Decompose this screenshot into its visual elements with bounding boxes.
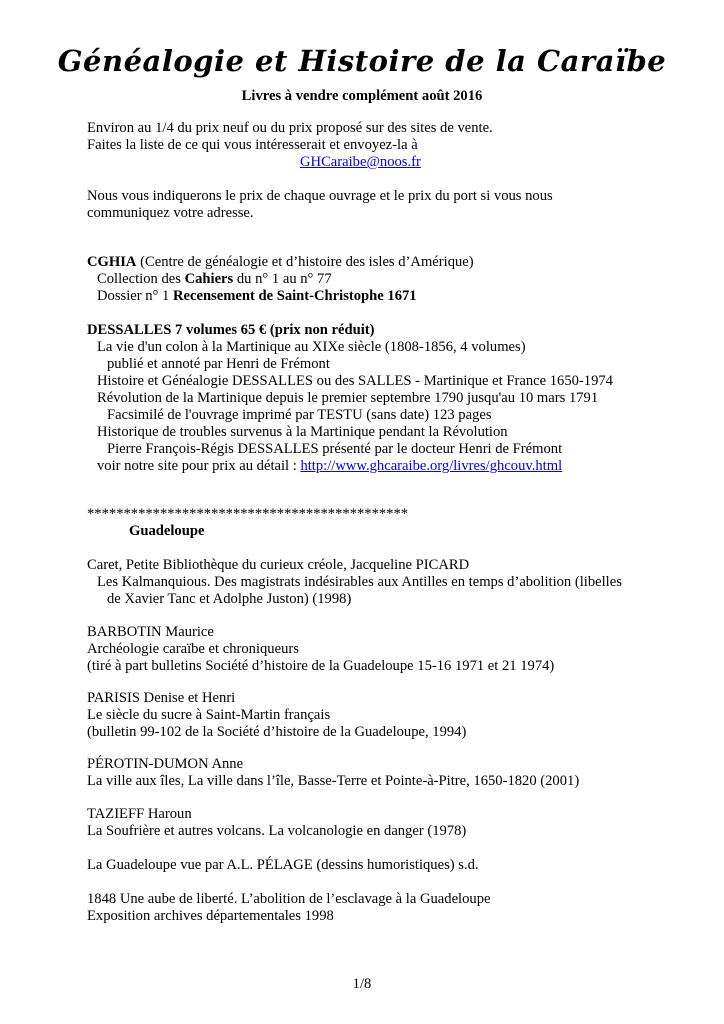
entry-line: La ville aux îles, La ville dans l’île, Basse-Terre et Pointe-à-Pitre, 1650-1820 (2001) xyxy=(87,773,580,789)
cghia-dossier: Dossier n° 1 Recensement de Saint-Christophe 1671 xyxy=(97,288,417,304)
entry-caret xyxy=(87,557,687,608)
dessalles-item: Historique de troubles survenus à la Martinique pendant la Révolution xyxy=(97,424,508,440)
email-link[interactable]: GHCaraibe@noos.fr xyxy=(300,154,421,170)
dessalles-item: Révolution de la Martinique depuis le premier septembre 1790 jusqu'au 10 mars 1791 xyxy=(97,390,599,406)
intro-line: Environ au 1/4 du prix neuf ou du prix proposé sur des sites de vente. xyxy=(87,120,493,136)
entry-line: La Guadeloupe vue par A.L. PÉLAGE (dessins humoristiques) s.d. xyxy=(87,857,479,873)
dessalles-section xyxy=(87,322,687,475)
intro-block xyxy=(87,120,687,171)
intro-line: Nous vous indiquerons le prix de chaque ouvrage et le prix du port si vous nous xyxy=(87,188,553,204)
site-link[interactable]: http://www.ghcaraibe.org/livres/ghcouv.html xyxy=(300,458,563,474)
intro-note xyxy=(87,188,687,222)
intro-line: Faites la liste de ce qui vous intéresserait et envoyez-la à xyxy=(87,137,418,153)
guadeloupe-heading: Guadeloupe xyxy=(129,523,205,539)
entry-barbotin xyxy=(87,624,687,675)
dessalles-item: Histoire et Généalogie DESSALLES ou des SALLES - Martinique et France 1650-1974 xyxy=(97,373,613,389)
cghia-heading xyxy=(87,254,687,271)
document-title: Généalogie et Histoire de la Caraïbe xyxy=(57,44,667,78)
cghia-name: CGHIA xyxy=(87,254,137,270)
entry-line: Les Kalmanquious. Des magistrats indésirables aux Antilles en temps d’abolition (libelles xyxy=(97,574,622,590)
dessalles-site: voir notre site pour prix au détail : http://www.ghcaraibe.org/livres/ghcouv.html xyxy=(97,458,563,474)
entry-tazieff xyxy=(87,806,687,840)
entry-line: (tiré à part bulletins Société d’histoire de la Guadeloupe 15-16 1971 et 21 1974) xyxy=(87,658,555,674)
dessalles-item: publié et annoté par Henri de Frémont xyxy=(107,356,330,372)
entry-line: PARISIS Denise et Henri xyxy=(87,690,236,706)
entry-line: TAZIEFF Haroun xyxy=(87,806,192,822)
dessalles-item: Facsimilé de l'ouvrage imprimé par TESTU (sans date) 123 pages xyxy=(107,407,492,423)
entry-liberte xyxy=(87,891,687,925)
dessalles-heading: DESSALLES 7 volumes 65 € (prix non réduit) xyxy=(87,322,375,338)
entry-line: PÉROTIN-DUMON Anne xyxy=(87,756,244,772)
guadeloupe-header xyxy=(87,506,687,540)
entry-perotin xyxy=(87,756,687,790)
cghia-desc: (Centre de généalogie et d’histoire des isles d’Amérique) xyxy=(136,254,474,270)
entry-line: La Soufrière et autres volcans. La volcanologie en danger (1978) xyxy=(87,823,467,839)
entry-parisis xyxy=(87,690,687,741)
dessalles-item: Pierre François-Régis DESSALLES présenté par le docteur Henri de Frémont xyxy=(107,441,563,457)
entry-line: 1848 Une aube de liberté. L’abolition de l’esclavage à la Guadeloupe xyxy=(87,891,491,907)
document-subtitle: Livres à vendre complément août 2016 xyxy=(241,88,483,104)
entry-pelage xyxy=(87,857,687,874)
entry-line: (bulletin 99-102 de la Société d’histoire de la Guadeloupe, 1994) xyxy=(87,724,467,740)
intro-line: communiquez votre adresse. xyxy=(87,205,254,221)
cghia-collection: Collection des Cahiers du n° 1 au n° 77 xyxy=(97,271,332,287)
cghia-section xyxy=(87,254,687,305)
entry-line: Caret, Petite Bibliothèque du curieux créole, Jacqueline PICARD xyxy=(87,557,470,573)
separator: ******************************************** xyxy=(87,506,409,522)
page-number: 1/8 xyxy=(352,976,372,992)
entry-line: Exposition archives départementales 1998 xyxy=(87,908,334,924)
entry-line: de Xavier Tanc et Adolphe Juston) (1998) xyxy=(107,591,352,607)
dessalles-item: La vie d'un colon à la Martinique au XIXe siècle (1808-1856, 4 volumes) xyxy=(97,339,526,355)
entry-line: Le siècle du sucre à Saint-Martin français xyxy=(87,707,331,723)
entry-line: BARBOTIN Maurice xyxy=(87,624,214,640)
entry-line: Archéologie caraïbe et chroniqueurs xyxy=(87,641,299,657)
